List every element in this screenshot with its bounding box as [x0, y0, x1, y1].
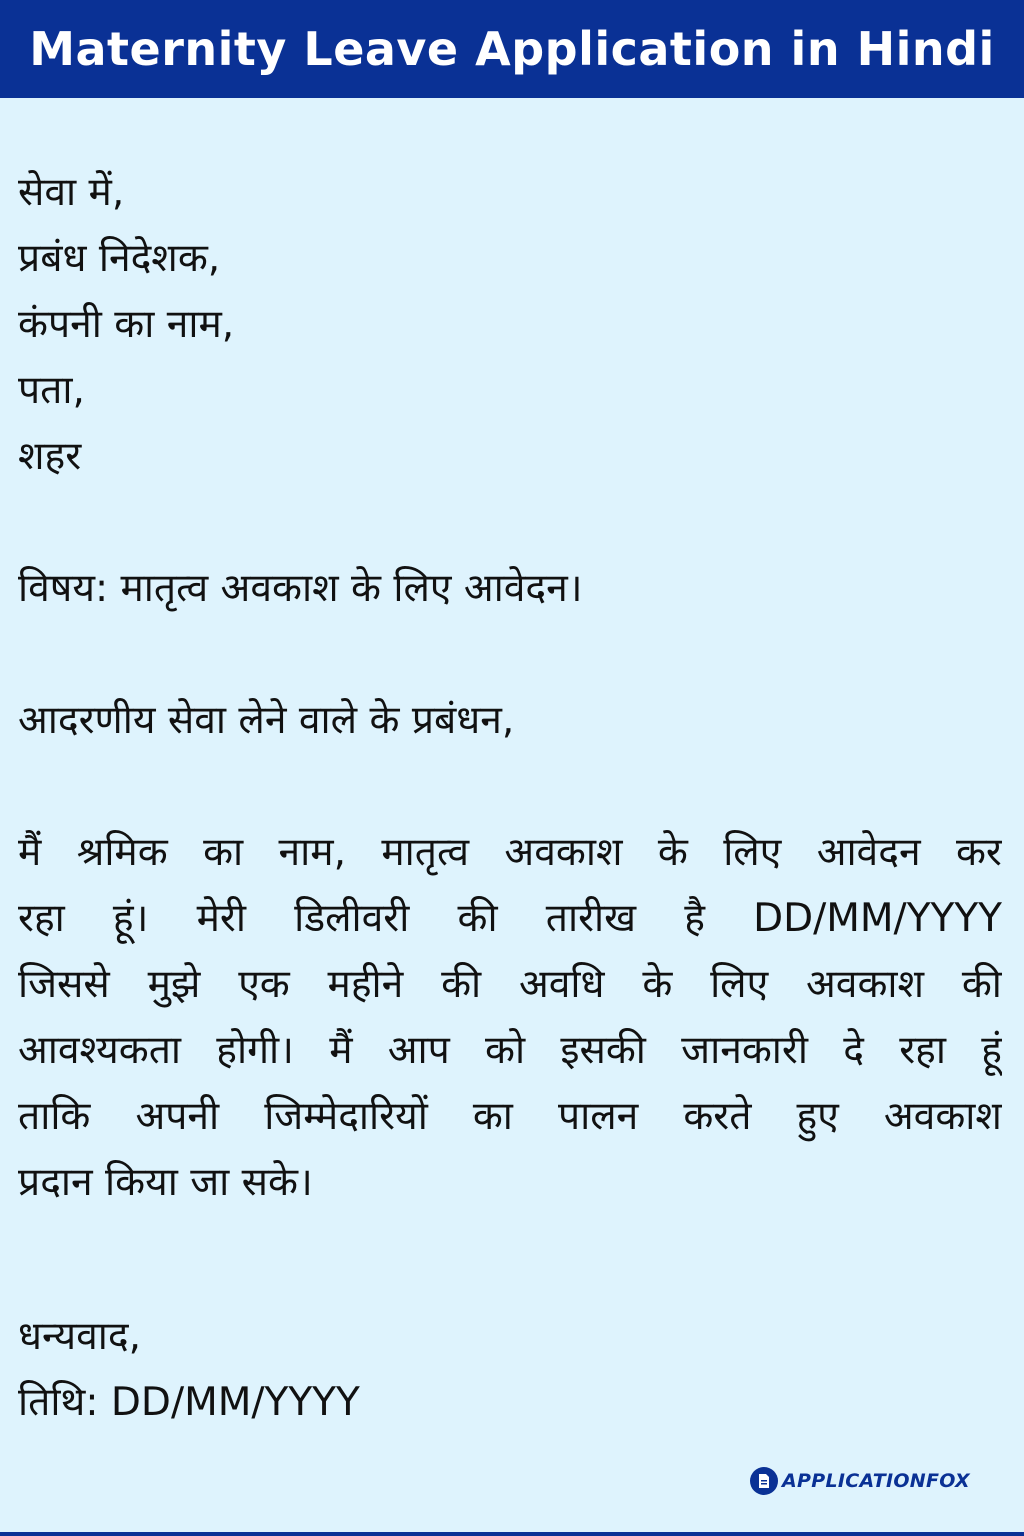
address-line: सेवा में, — [18, 170, 125, 215]
body-word: आवश्यकता — [18, 1028, 182, 1073]
body-word: अवधि — [518, 962, 605, 1007]
body-word: करते — [683, 1094, 752, 1139]
letter-content — [18, 160, 1002, 1436]
body-word: है — [684, 896, 705, 941]
subject-line: विषय: मातृत्व अवकाश के लिए आवेदन। — [18, 566, 583, 611]
body-word: अवकाश — [504, 830, 623, 875]
body-word: के — [642, 962, 673, 1007]
body-word: जानकारी — [681, 1028, 808, 1073]
body-line — [18, 1084, 1002, 1150]
body-word: ताकि — [18, 1094, 91, 1139]
body-word: हुए — [796, 1094, 839, 1139]
body-word: नाम, — [278, 830, 346, 875]
body-word: मुझे — [147, 962, 201, 1007]
body-word: आवेदन — [816, 830, 921, 875]
body-word: मातृत्व — [381, 830, 470, 875]
document-icon — [750, 1467, 778, 1495]
body-word: अपनी — [135, 1094, 220, 1139]
applicationfox-logo — [750, 1467, 970, 1495]
body-word: की — [457, 896, 498, 941]
bottom-border — [0, 1532, 1024, 1536]
body-word: श्रमिक — [76, 830, 168, 875]
body-line — [18, 886, 1002, 952]
body-word: एक — [238, 962, 290, 1007]
body-word: इसकी — [560, 1028, 646, 1073]
body-word: का — [472, 1094, 513, 1139]
body-word: हूं — [981, 1028, 1002, 1073]
body-word: दे — [843, 1028, 864, 1073]
body-line — [18, 820, 1002, 886]
body-word: अवकाश — [806, 962, 925, 1007]
body-word: की — [961, 962, 1002, 1007]
body-word: महीने — [327, 962, 404, 1007]
address-line: कंपनी का नाम, — [18, 302, 235, 347]
body-word: हूं। — [112, 896, 149, 941]
body-word: लिए — [723, 830, 782, 875]
body-word: की — [441, 962, 482, 1007]
body-word: होगी। — [216, 1028, 294, 1073]
body-word: के — [657, 830, 688, 875]
logo-text: APPLICATIONFOX — [782, 1470, 970, 1492]
body-word: तारीख — [545, 896, 637, 941]
address-line: शहर — [18, 434, 82, 479]
salutation-line: आदरणीय सेवा लेने वाले के प्रबंधन, — [18, 698, 515, 743]
body-word: को — [485, 1028, 526, 1073]
body-word: रहा — [18, 896, 65, 941]
date-line: तिथि: DD/MM/YYYY — [18, 1380, 360, 1425]
body-word: आप — [387, 1028, 450, 1073]
page-title: Maternity Leave Application in Hindi — [29, 22, 995, 76]
body-line-last: प्रदान किया जा सके। — [18, 1160, 313, 1205]
body-word: मेरी — [196, 896, 246, 941]
closing-line: धन्यवाद, — [18, 1314, 142, 1359]
body-line — [18, 952, 1002, 1018]
body-word: अवकाश — [883, 1094, 1002, 1139]
body-line — [18, 1018, 1002, 1084]
body-word: रहा — [899, 1028, 946, 1073]
body-word: मैं — [329, 1028, 353, 1073]
page-header — [0, 0, 1024, 98]
body-word: DD/MM/YYYY — [753, 896, 1002, 941]
body-word: पालन — [557, 1094, 639, 1139]
address-line: पता, — [18, 368, 85, 413]
body-word: जिससे — [18, 962, 110, 1007]
body-word: जिम्मेदारियों — [264, 1094, 428, 1139]
body-word: डिलीवरी — [294, 896, 410, 941]
body-word: का — [203, 830, 244, 875]
address-line: प्रबंध निदेशक, — [18, 236, 221, 281]
body-word: कर — [955, 830, 1002, 875]
body-word: मैं — [18, 830, 42, 875]
body-word: लिए — [710, 962, 769, 1007]
